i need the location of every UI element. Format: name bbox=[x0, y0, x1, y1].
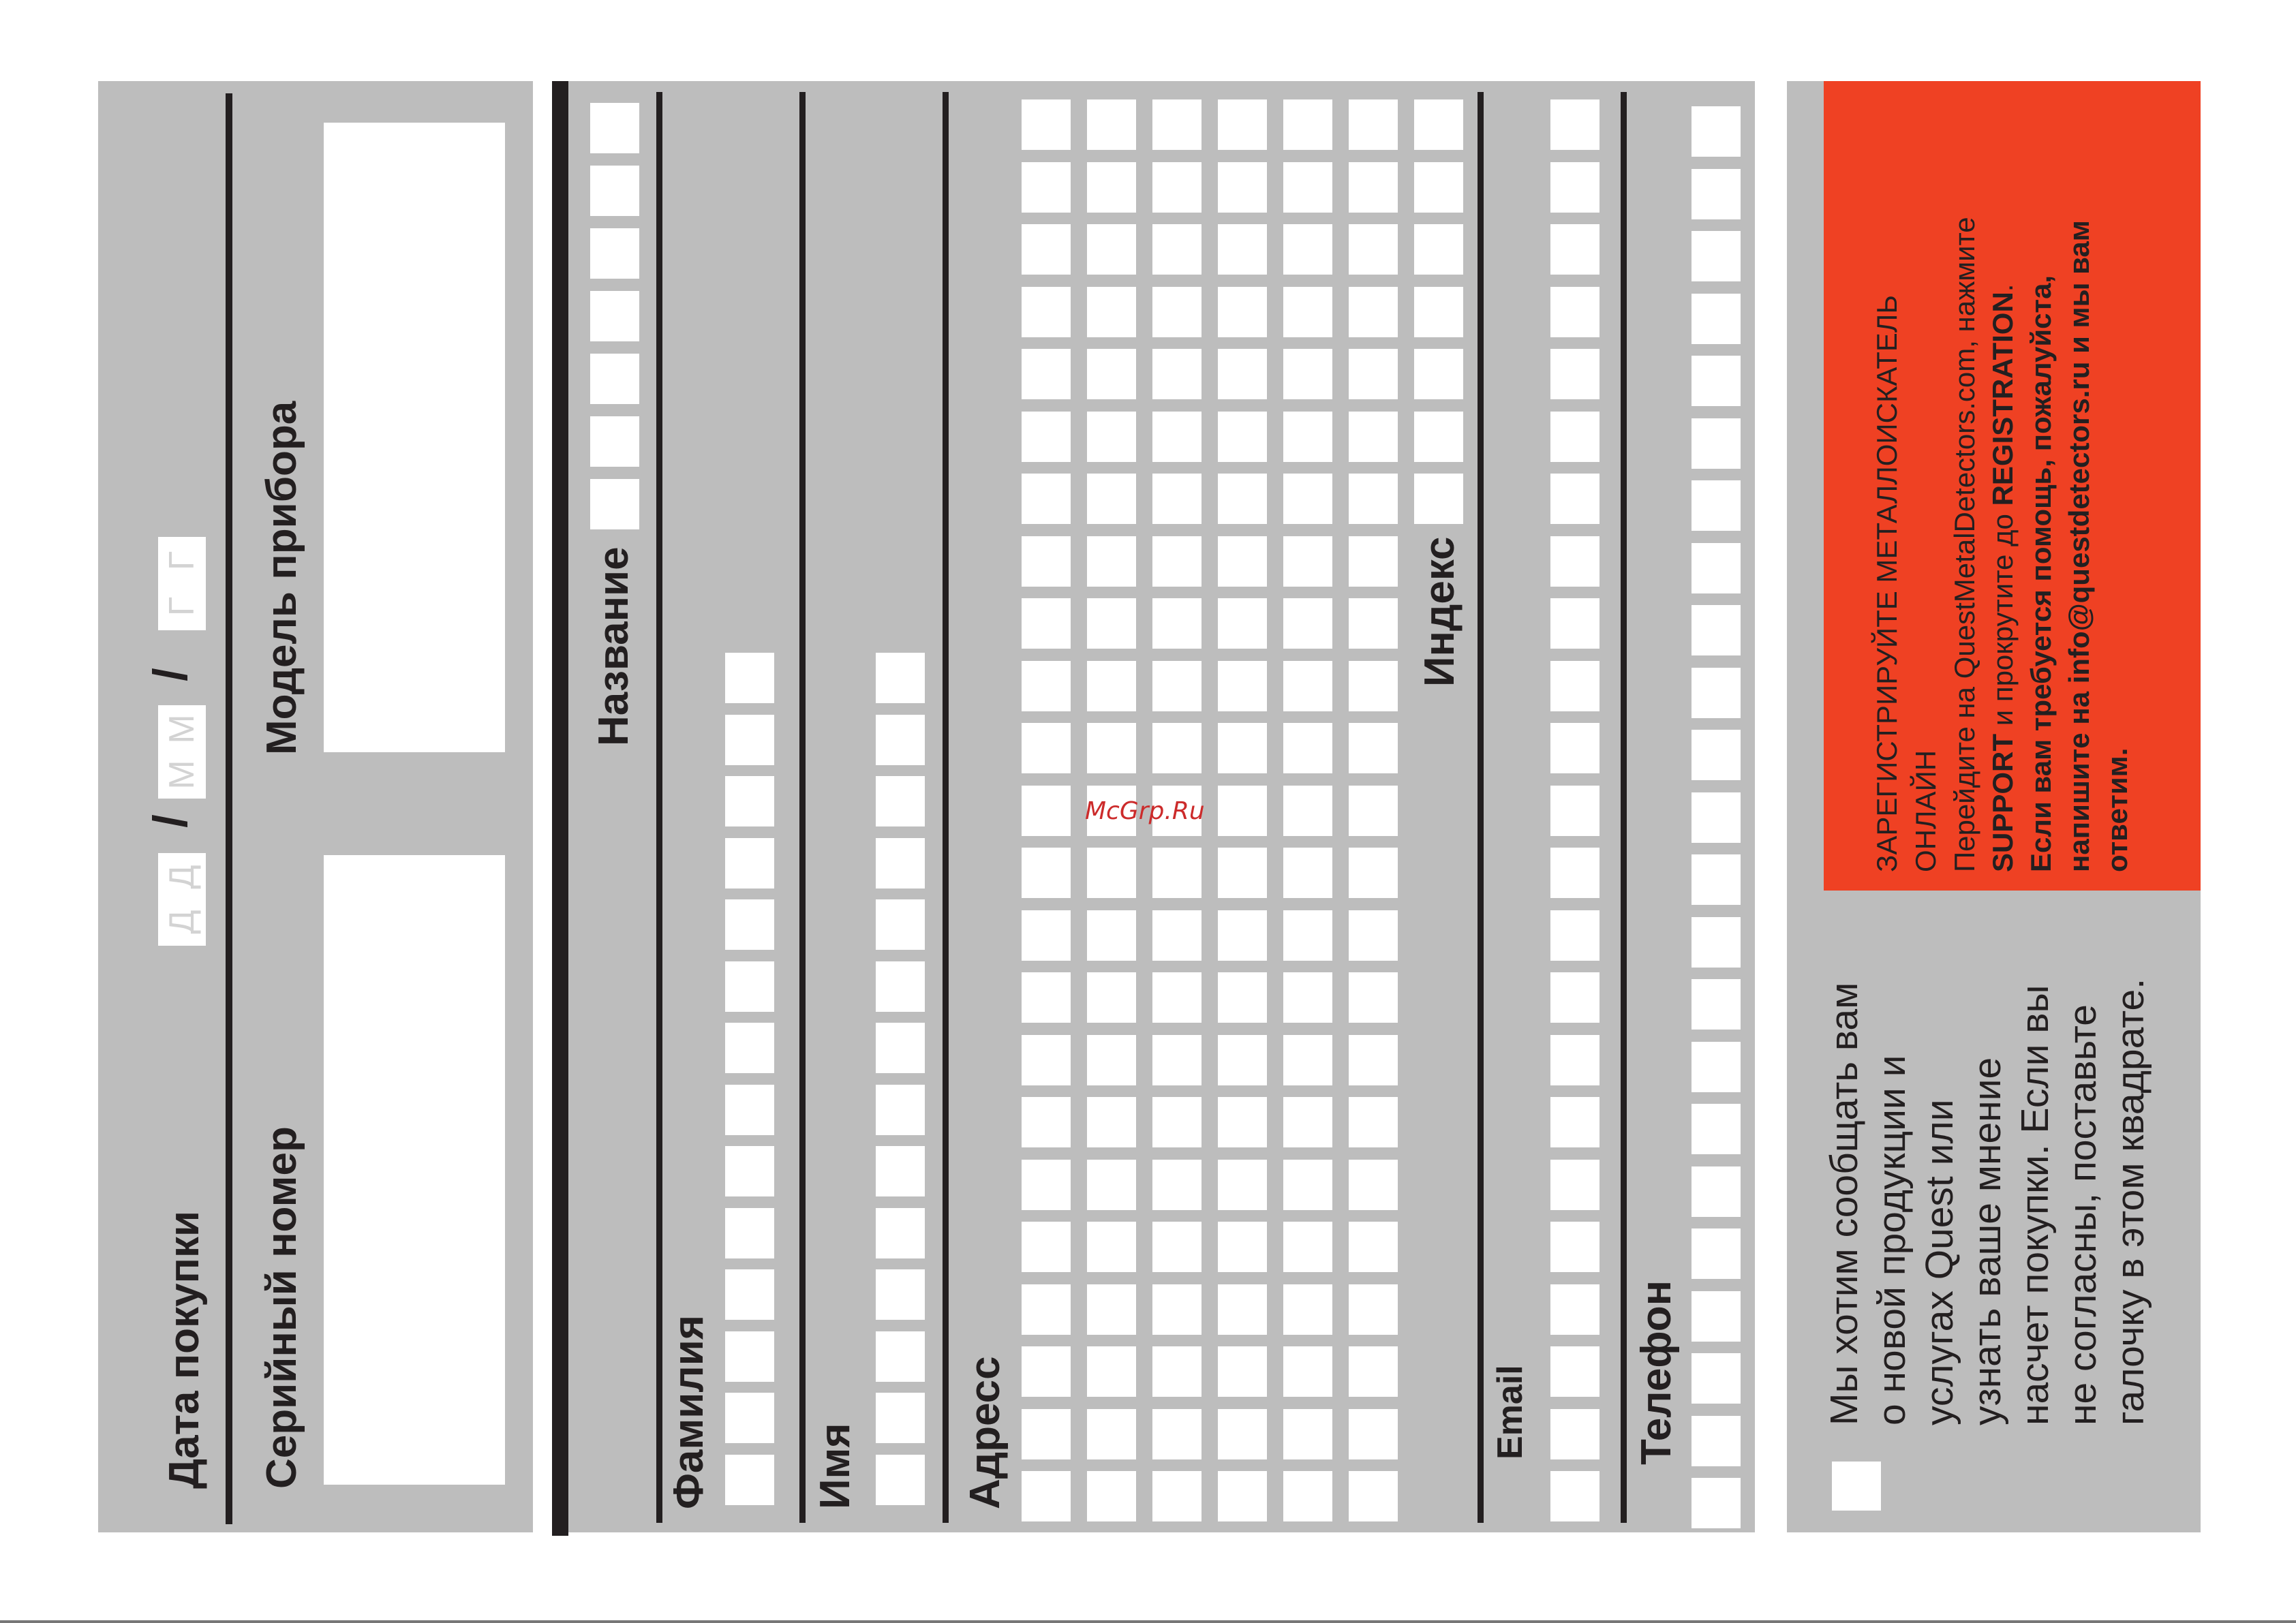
address-cell[interactable] bbox=[1349, 536, 1398, 587]
address-cell[interactable] bbox=[1349, 287, 1398, 337]
date-day-placeholder: Д bbox=[162, 865, 202, 889]
address-cell[interactable] bbox=[1152, 972, 1201, 1023]
company-cell[interactable] bbox=[590, 228, 639, 279]
address-cell[interactable] bbox=[1022, 661, 1071, 711]
surname-cell[interactable] bbox=[725, 776, 774, 826]
address-cell[interactable] bbox=[1218, 1284, 1267, 1335]
address-cell[interactable] bbox=[1218, 287, 1267, 337]
help-text: напишите на info@questdetectors.ru и мы вам bbox=[2063, 220, 2095, 872]
address-cell[interactable] bbox=[1152, 349, 1201, 399]
address-cell[interactable] bbox=[1022, 287, 1071, 337]
address-cell[interactable] bbox=[1283, 1409, 1332, 1459]
name-cell[interactable] bbox=[876, 838, 925, 888]
address-cell[interactable] bbox=[1152, 723, 1201, 773]
address-cell[interactable] bbox=[1283, 1035, 1332, 1085]
company-cell[interactable] bbox=[590, 166, 639, 216]
company-cell[interactable] bbox=[590, 103, 639, 153]
consent-line: Мы хотим сообщать вам bbox=[1822, 982, 1866, 1425]
address-cell[interactable] bbox=[1349, 1160, 1398, 1210]
surname-label: Фамилия bbox=[665, 1314, 712, 1509]
phone-cell[interactable] bbox=[1692, 418, 1741, 469]
surname-cell[interactable] bbox=[725, 1208, 774, 1258]
address-cell[interactable] bbox=[1022, 1471, 1071, 1521]
address-cell[interactable] bbox=[1022, 786, 1071, 836]
address-cell[interactable] bbox=[1022, 1409, 1071, 1459]
address-cell[interactable] bbox=[1283, 349, 1332, 399]
email-cell[interactable] bbox=[1550, 1035, 1599, 1085]
address-cell[interactable] bbox=[1152, 910, 1201, 961]
surname-cell[interactable] bbox=[725, 653, 774, 703]
address-cell[interactable] bbox=[1283, 1097, 1332, 1147]
address-cell[interactable] bbox=[1283, 910, 1332, 961]
address-cell[interactable] bbox=[1087, 848, 1136, 898]
address-cell[interactable] bbox=[1087, 598, 1136, 649]
address-cell[interactable] bbox=[1349, 1471, 1398, 1521]
phone-rule bbox=[1621, 92, 1627, 1523]
address-cell[interactable] bbox=[1218, 474, 1267, 524]
address-cell[interactable] bbox=[1152, 1471, 1201, 1521]
email-label: Email bbox=[1490, 1365, 1530, 1459]
address-cell[interactable] bbox=[1022, 1346, 1071, 1397]
address-cell[interactable] bbox=[1283, 287, 1332, 337]
address-cell[interactable] bbox=[1283, 162, 1332, 213]
address-cell[interactable] bbox=[1349, 910, 1398, 961]
address-cell[interactable] bbox=[1218, 162, 1267, 213]
phone-cell[interactable] bbox=[1692, 294, 1741, 344]
address-cell[interactable] bbox=[1022, 1160, 1071, 1210]
phone-cell[interactable] bbox=[1692, 106, 1741, 157]
phone-cell[interactable] bbox=[1692, 979, 1741, 1030]
name-cell[interactable] bbox=[876, 1269, 925, 1320]
address-cell[interactable] bbox=[1218, 786, 1267, 836]
address-cell[interactable] bbox=[1349, 1409, 1398, 1459]
email-cell[interactable] bbox=[1550, 99, 1599, 150]
email-cell[interactable] bbox=[1550, 474, 1599, 524]
address-cell[interactable] bbox=[1152, 848, 1201, 898]
address-cell[interactable] bbox=[1349, 661, 1398, 711]
name-cell[interactable] bbox=[876, 899, 925, 950]
address-cell[interactable] bbox=[1087, 474, 1136, 524]
address-cell[interactable] bbox=[1349, 1222, 1398, 1272]
phone-cell[interactable] bbox=[1692, 917, 1741, 968]
address-cell[interactable] bbox=[1152, 598, 1201, 649]
email-cell[interactable] bbox=[1550, 349, 1599, 399]
address-cell[interactable] bbox=[1218, 1409, 1267, 1459]
address-cell[interactable] bbox=[1022, 412, 1071, 462]
address-cell[interactable] bbox=[1087, 99, 1136, 150]
address-cell[interactable] bbox=[1152, 412, 1201, 462]
phone-cell[interactable] bbox=[1692, 1228, 1741, 1279]
address-cell[interactable] bbox=[1218, 1471, 1267, 1521]
email-cell[interactable] bbox=[1550, 661, 1599, 711]
address-cell[interactable] bbox=[1414, 224, 1463, 275]
date-month-cell-2[interactable] bbox=[158, 705, 206, 753]
email-cell[interactable] bbox=[1550, 412, 1599, 462]
phone-cell[interactable] bbox=[1692, 792, 1741, 843]
address-cell[interactable] bbox=[1414, 412, 1463, 462]
date-year-placeholder: Г bbox=[162, 551, 202, 571]
watermark: McGrp.Ru bbox=[1085, 797, 1205, 825]
address-cell[interactable] bbox=[1152, 1222, 1201, 1272]
address-cell[interactable] bbox=[1349, 598, 1398, 649]
address-cell[interactable] bbox=[1283, 848, 1332, 898]
name-cell[interactable] bbox=[876, 715, 925, 765]
date-month-placeholder: М bbox=[162, 760, 202, 790]
address-cell[interactable] bbox=[1152, 99, 1201, 150]
company-cell[interactable] bbox=[590, 416, 639, 467]
address-cell[interactable] bbox=[1152, 1409, 1201, 1459]
name-cell[interactable] bbox=[876, 1023, 925, 1073]
address-cell[interactable] bbox=[1152, 661, 1201, 711]
email-cell[interactable] bbox=[1550, 162, 1599, 213]
address-cell[interactable] bbox=[1218, 99, 1267, 150]
address-cell[interactable] bbox=[1349, 1284, 1398, 1335]
support-keyword: SUPPORT bbox=[1987, 733, 2019, 872]
surname-cell[interactable] bbox=[725, 899, 774, 950]
address-cell[interactable] bbox=[1218, 661, 1267, 711]
address-cell[interactable] bbox=[1349, 972, 1398, 1023]
consent-line: о новой продукции и bbox=[1870, 1055, 1914, 1425]
email-cell[interactable] bbox=[1550, 1222, 1599, 1272]
address-cell[interactable] bbox=[1022, 1284, 1071, 1335]
address-cell[interactable] bbox=[1087, 1035, 1136, 1085]
address-cell[interactable] bbox=[1218, 1035, 1267, 1085]
address-cell[interactable] bbox=[1283, 972, 1332, 1023]
address-cell[interactable] bbox=[1349, 162, 1398, 213]
address-cell[interactable] bbox=[1087, 224, 1136, 275]
phone-cell[interactable] bbox=[1692, 1166, 1741, 1217]
address-cell[interactable] bbox=[1087, 1409, 1136, 1459]
address-cell[interactable] bbox=[1414, 162, 1463, 213]
address-cell[interactable] bbox=[1349, 848, 1398, 898]
address-cell[interactable] bbox=[1087, 1346, 1136, 1397]
postcode-label: Индекс bbox=[1416, 536, 1463, 687]
email-cell[interactable] bbox=[1550, 598, 1599, 649]
email-cell[interactable] bbox=[1550, 1471, 1599, 1521]
surname-cell[interactable] bbox=[725, 1455, 774, 1505]
phone-cell[interactable] bbox=[1692, 1042, 1741, 1092]
date-day-placeholder: Д bbox=[162, 910, 202, 934]
email-cell[interactable] bbox=[1550, 723, 1599, 773]
address-cell[interactable] bbox=[1283, 1284, 1332, 1335]
date-month-cell-1[interactable] bbox=[158, 751, 206, 799]
date-year-cell-2[interactable] bbox=[158, 537, 206, 585]
address-cell[interactable] bbox=[1283, 536, 1332, 587]
phone-cell[interactable] bbox=[1692, 231, 1741, 281]
address-cell[interactable] bbox=[1349, 412, 1398, 462]
surname-cell[interactable] bbox=[725, 1023, 774, 1073]
address-cell[interactable] bbox=[1087, 1160, 1136, 1210]
address-cell[interactable] bbox=[1283, 1222, 1332, 1272]
company-cell[interactable] bbox=[590, 291, 639, 341]
address-cell[interactable] bbox=[1283, 1160, 1332, 1210]
address-cell[interactable] bbox=[1218, 224, 1267, 275]
address-cell[interactable] bbox=[1022, 474, 1071, 524]
address-cell[interactable] bbox=[1022, 972, 1071, 1023]
address-cell[interactable] bbox=[1022, 162, 1071, 213]
help-text: Если вам требуется помощь, пожалуйста, bbox=[2025, 275, 2057, 872]
address-cell[interactable] bbox=[1349, 1346, 1398, 1397]
email-cell[interactable] bbox=[1550, 536, 1599, 587]
phone-cell[interactable] bbox=[1692, 1291, 1741, 1342]
address-cell[interactable] bbox=[1414, 99, 1463, 150]
phone-cell[interactable] bbox=[1692, 668, 1741, 718]
date-separator: / bbox=[143, 814, 197, 828]
phone-label: Телефон bbox=[1633, 1280, 1680, 1465]
name-cell[interactable] bbox=[876, 1208, 925, 1258]
name-cell[interactable] bbox=[876, 653, 925, 703]
name-cell[interactable] bbox=[876, 1331, 925, 1382]
phone-cell[interactable] bbox=[1692, 854, 1741, 905]
consent-line: не согласны, поставьте bbox=[2061, 1004, 2104, 1425]
address-cell[interactable] bbox=[1152, 1097, 1201, 1147]
date-year-cell-1[interactable] bbox=[158, 583, 206, 630]
name-cell[interactable] bbox=[876, 961, 925, 1012]
address-cell[interactable] bbox=[1087, 162, 1136, 213]
address-cell[interactable] bbox=[1218, 1222, 1267, 1272]
phone-cell[interactable] bbox=[1692, 1416, 1741, 1466]
address-cell[interactable] bbox=[1152, 287, 1201, 337]
address-cell[interactable] bbox=[1022, 1097, 1071, 1147]
address-cell[interactable] bbox=[1414, 287, 1463, 337]
register-title: ОНЛАЙН bbox=[1910, 749, 1942, 872]
address-cell[interactable] bbox=[1152, 224, 1201, 275]
address-cell[interactable] bbox=[1283, 661, 1332, 711]
model-field[interactable] bbox=[324, 123, 505, 752]
address-cell[interactable] bbox=[1152, 1284, 1201, 1335]
name-cell[interactable] bbox=[876, 776, 925, 826]
email-cell[interactable] bbox=[1550, 224, 1599, 275]
address-cell[interactable] bbox=[1349, 224, 1398, 275]
phone-cell[interactable] bbox=[1692, 356, 1741, 406]
address-cell[interactable] bbox=[1022, 536, 1071, 587]
name-label: Имя bbox=[812, 1423, 859, 1509]
company-cell[interactable] bbox=[590, 354, 639, 404]
purchase-date-label: Дата покупки bbox=[161, 1210, 208, 1489]
address-cell[interactable] bbox=[1022, 1222, 1071, 1272]
address-cell[interactable] bbox=[1218, 598, 1267, 649]
phone-cell[interactable] bbox=[1692, 605, 1741, 655]
address-cell[interactable] bbox=[1218, 349, 1267, 399]
name-cell[interactable] bbox=[876, 1146, 925, 1196]
address-cell[interactable] bbox=[1152, 1160, 1201, 1210]
email-cell[interactable] bbox=[1550, 1284, 1599, 1335]
registration-keyword: REGISTRATION bbox=[1987, 292, 2019, 506]
address-cell[interactable] bbox=[1218, 1346, 1267, 1397]
company-cell[interactable] bbox=[590, 479, 639, 529]
address-cell[interactable] bbox=[1349, 474, 1398, 524]
date-month-placeholder: М bbox=[162, 714, 202, 744]
register-instructions-period: . bbox=[1987, 283, 2019, 292]
address-cell[interactable] bbox=[1349, 99, 1398, 150]
address-cell[interactable] bbox=[1283, 786, 1332, 836]
address-cell[interactable] bbox=[1022, 1035, 1071, 1085]
phone-cell[interactable] bbox=[1692, 730, 1741, 780]
address-cell[interactable] bbox=[1087, 1222, 1136, 1272]
address-cell[interactable] bbox=[1349, 723, 1398, 773]
address-cell[interactable] bbox=[1087, 287, 1136, 337]
date-separator: / bbox=[143, 668, 197, 681]
model-label: Модель прибора bbox=[258, 401, 305, 755]
phone-cell[interactable] bbox=[1692, 169, 1741, 219]
phone-cell[interactable] bbox=[1692, 1478, 1741, 1528]
address-cell[interactable] bbox=[1218, 910, 1267, 961]
register-instructions-text: и прокрутите до bbox=[1987, 506, 2019, 734]
consent-line: узнать ваше мнение bbox=[1965, 1057, 2009, 1425]
surname-cell[interactable] bbox=[725, 961, 774, 1012]
address-cell[interactable] bbox=[1087, 536, 1136, 587]
address-cell[interactable] bbox=[1349, 1035, 1398, 1085]
address-cell[interactable] bbox=[1087, 661, 1136, 711]
address-rule bbox=[943, 92, 949, 1523]
serial-number-label: Серийный номер bbox=[258, 1126, 305, 1489]
address-cell[interactable] bbox=[1022, 848, 1071, 898]
register-instructions: Перейдите на QuestMetalDetectors.com, нажмите bbox=[1948, 217, 1980, 872]
surname-cell[interactable] bbox=[725, 838, 774, 888]
name-cell[interactable] bbox=[876, 1455, 925, 1505]
address-cell[interactable] bbox=[1218, 536, 1267, 587]
email-cell[interactable] bbox=[1550, 972, 1599, 1023]
email-cell[interactable] bbox=[1550, 848, 1599, 898]
address-cell[interactable] bbox=[1087, 1284, 1136, 1335]
email-cell[interactable] bbox=[1550, 786, 1599, 836]
address-cell[interactable] bbox=[1022, 99, 1071, 150]
date-day-cell-1[interactable] bbox=[158, 898, 206, 946]
phone-cell[interactable] bbox=[1692, 1104, 1741, 1154]
consent-line: галочку в этом квадрате. bbox=[2109, 978, 2152, 1425]
address-cell[interactable] bbox=[1022, 349, 1071, 399]
address-cell[interactable] bbox=[1152, 1035, 1201, 1085]
address-cell[interactable] bbox=[1087, 972, 1136, 1023]
panel-left-rule bbox=[552, 81, 568, 1536]
address-cell[interactable] bbox=[1087, 910, 1136, 961]
address-cell[interactable] bbox=[1087, 1097, 1136, 1147]
surname-cell[interactable] bbox=[725, 1269, 774, 1320]
email-cell[interactable] bbox=[1550, 1097, 1599, 1147]
email-cell[interactable] bbox=[1550, 287, 1599, 337]
address-cell[interactable] bbox=[1283, 474, 1332, 524]
page-bottom-line bbox=[0, 1620, 2296, 1623]
address-cell[interactable] bbox=[1152, 536, 1201, 587]
address-cell[interactable] bbox=[1022, 598, 1071, 649]
email-rule bbox=[1478, 92, 1484, 1523]
phone-cell[interactable] bbox=[1692, 1353, 1741, 1404]
surname-cell[interactable] bbox=[725, 1331, 774, 1382]
address-cell[interactable] bbox=[1283, 224, 1332, 275]
email-cell[interactable] bbox=[1550, 1409, 1599, 1459]
address-cell[interactable] bbox=[1414, 349, 1463, 399]
address-cell[interactable] bbox=[1218, 972, 1267, 1023]
address-cell[interactable] bbox=[1022, 723, 1071, 773]
consent-line: насчет покупки. Если вы bbox=[2013, 985, 2057, 1425]
phone-cell[interactable] bbox=[1692, 543, 1741, 593]
address-cell[interactable] bbox=[1022, 910, 1071, 961]
name-cell[interactable] bbox=[876, 1393, 925, 1443]
address-label: Адресс bbox=[962, 1356, 1009, 1509]
divider-bar bbox=[226, 93, 232, 1524]
address-cell[interactable] bbox=[1218, 412, 1267, 462]
company-label: Название bbox=[590, 546, 637, 746]
date-day-cell-2[interactable] bbox=[158, 853, 206, 901]
address-cell[interactable] bbox=[1218, 1097, 1267, 1147]
register-instructions-2 bbox=[1989, 284, 2017, 872]
address-cell[interactable] bbox=[1414, 474, 1463, 524]
consent-checkbox[interactable] bbox=[1832, 1462, 1881, 1511]
address-cell[interactable] bbox=[1349, 349, 1398, 399]
address-cell[interactable] bbox=[1349, 1097, 1398, 1147]
surname-rule bbox=[656, 92, 662, 1523]
address-cell[interactable] bbox=[1087, 1471, 1136, 1521]
address-cell[interactable] bbox=[1283, 99, 1332, 150]
surname-cell[interactable] bbox=[725, 715, 774, 765]
address-cell[interactable] bbox=[1087, 349, 1136, 399]
address-cell[interactable] bbox=[1283, 412, 1332, 462]
help-text: ответим. bbox=[2101, 747, 2133, 872]
consent-line: услугах Quest или bbox=[1918, 1099, 1961, 1425]
email-cell[interactable] bbox=[1550, 1160, 1599, 1210]
email-cell[interactable] bbox=[1550, 1346, 1599, 1397]
register-title: ЗАРЕГИСТРИРУЙТЕ МЕТАЛЛОИСКАТЕЛЬ bbox=[1871, 295, 1903, 872]
name-rule bbox=[799, 92, 806, 1523]
address-cell[interactable] bbox=[1218, 723, 1267, 773]
address-cell[interactable] bbox=[1152, 162, 1201, 213]
date-year-placeholder: Г bbox=[162, 596, 202, 617]
address-cell[interactable] bbox=[1218, 1160, 1267, 1210]
surname-cell[interactable] bbox=[725, 1085, 774, 1135]
address-cell[interactable] bbox=[1152, 1346, 1201, 1397]
address-cell[interactable] bbox=[1087, 412, 1136, 462]
address-cell[interactable] bbox=[1349, 786, 1398, 836]
address-cell[interactable] bbox=[1087, 723, 1136, 773]
address-cell[interactable] bbox=[1022, 224, 1071, 275]
address-cell[interactable] bbox=[1152, 474, 1201, 524]
name-cell[interactable] bbox=[876, 1085, 925, 1135]
address-cell[interactable] bbox=[1283, 723, 1332, 773]
serial-number-field[interactable] bbox=[324, 855, 505, 1485]
address-cell[interactable] bbox=[1283, 598, 1332, 649]
surname-cell[interactable] bbox=[725, 1393, 774, 1443]
surname-cell[interactable] bbox=[725, 1146, 774, 1196]
address-cell[interactable] bbox=[1218, 848, 1267, 898]
email-cell[interactable] bbox=[1550, 910, 1599, 961]
phone-cell[interactable] bbox=[1692, 480, 1741, 531]
address-cell[interactable] bbox=[1283, 1471, 1332, 1521]
address-cell[interactable] bbox=[1283, 1346, 1332, 1397]
